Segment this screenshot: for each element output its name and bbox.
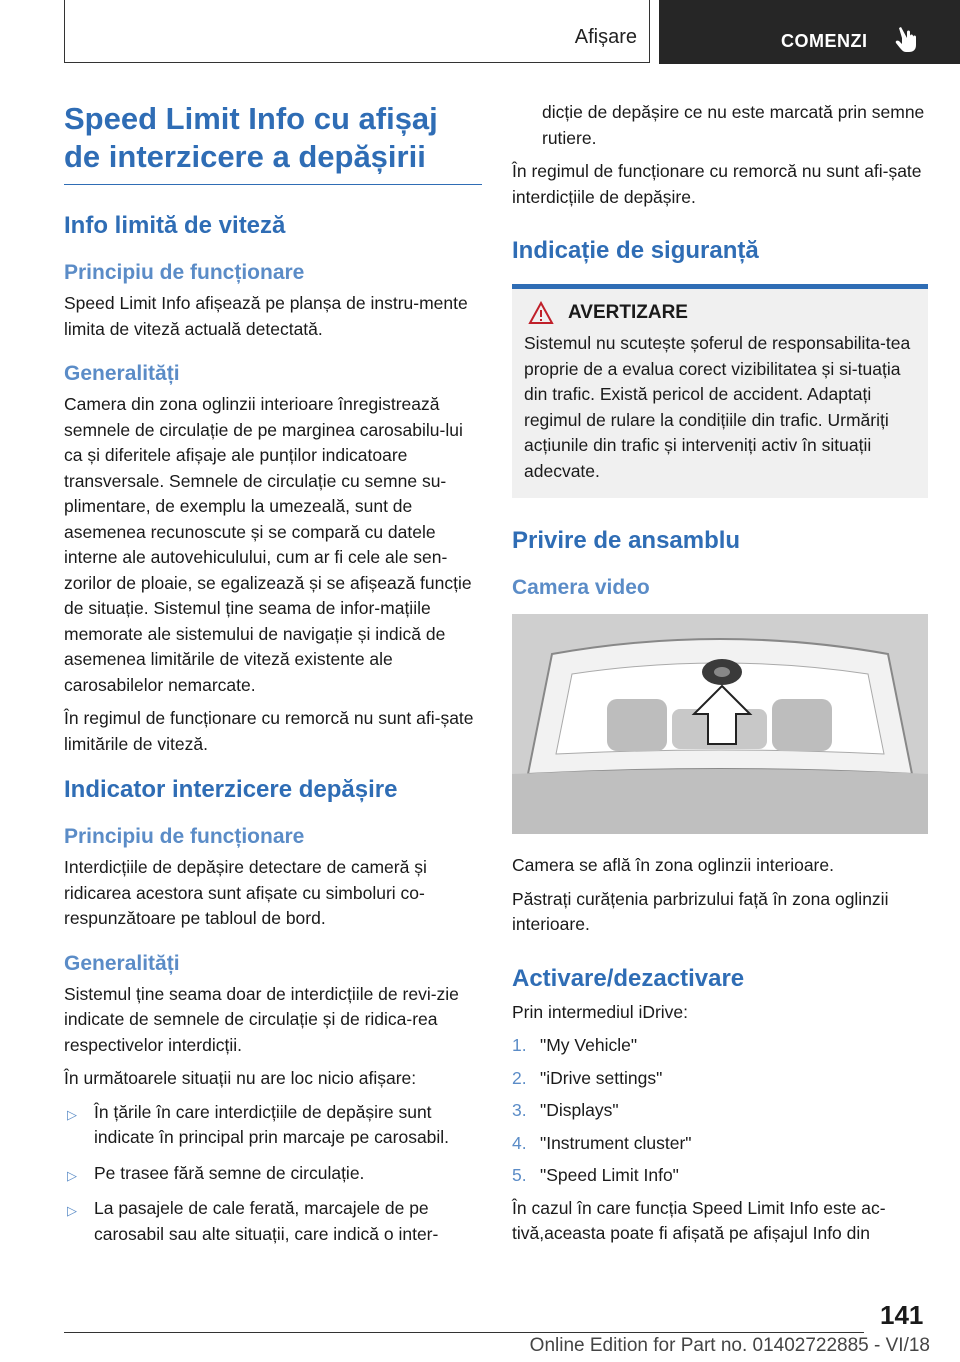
general-paragraph-1: Camera din zona oglinzii interioare înregistrează semnele de circulație de pe marginea carosabilu-lui ca și diferitele afișaje ale punților indicatoare transversale. Semnele de circulație cu semne su-plimentare, de exemplu la umezeală, sunt de asemenea recunoscute și se compară cu datele interne ale autovehiculului, cum ar fi cele ale sen-zorilor de ploaie, se egalizează și se afișează funcție de situație. Sistemul ține seama de infor-mațiile memorate ale sistemului de navigație și indică de asemenea limitările de viteză existente ale carosabilelor nemarcate. (64, 394, 472, 695)
heading-speed-limit-info: Info limită de viteză (64, 212, 286, 239)
heading-principle: Principiu de funcționare (64, 261, 305, 284)
heading-camera: Camera video (512, 576, 650, 599)
warning-text: Sistemul nu scutește șoferul de responsabilita-tea proprie de a evalua corect vizibilitatea și si-tuația din trafic. Există pericol de accident. Adaptați regimul de rulare la condițiile din trafic. Urmăriți acțiunile din trafic și interveniți activ în situații adecvate. (524, 333, 911, 481)
list-item: 2. "iDrive settings" (512, 1067, 663, 1088)
principle-text: Speed Limit Info afișează pe planșa de instru-mente limita de viteză actuală detectată. (64, 293, 468, 339)
hand-pointer-icon (892, 24, 922, 54)
section-label: Afișare (574, 26, 637, 48)
footer-divider (64, 1332, 864, 1333)
triangle-right-icon: ▷ (67, 1203, 77, 1218)
warning-triangle-icon (528, 301, 554, 325)
left-column (64, 100, 482, 1257)
list-item: ▷ Pe trasee fără semne de circulație. (64, 1161, 482, 1187)
via-idrive: Prin intermediul iDrive: (512, 1001, 689, 1022)
heading-safety: Indicație de siguranță (512, 237, 759, 264)
heading-general-2: Generalități (64, 951, 180, 975)
list-item: 5. "Speed Limit Info" (512, 1165, 679, 1185)
general-2-paragraph-1: Sistemul ține seama doar de interdicțiile de revi-zie indicate de semnele de circulație și de ridica-rea respectivelor interdicții. (64, 983, 459, 1055)
steps-list (512, 1033, 928, 1189)
heading-overview: Privire de ansamblu (512, 527, 741, 554)
footer-edition: Online Edition for Part no. 01402722885 - VI/18 (529, 1335, 930, 1356)
list-item: 1. "My Vehicle" (512, 1035, 638, 1055)
heading-activate: Activare/dezactivare (512, 964, 745, 992)
trailer-mode-text: În regimul de funcționare cu remorcă nu sunt afi-șate interdicțiile de depășire. (512, 161, 922, 207)
chapter-label: COMENZI (781, 31, 868, 51)
general-paragraph-2: În regimul de funcționare cu remorcă nu sunt afi-șate limitările de viteză. (64, 708, 474, 754)
after-steps-text: În cazul în care funcția Speed Limit Info este ac-tivă,aceasta poate fi afișată pe afișajul Info din (512, 1197, 886, 1243)
principle-2-text: Interdicțiile de depășire detectare de cameră și ridicarea acestora sunt afișate cu simboluri co-respunzătoare pe tabloul de bord. (64, 857, 427, 928)
title-divider (64, 184, 482, 185)
header-chapter-tab[interactable] (659, 0, 960, 64)
continued-bullet-text: dicție de depășire ce nu este marcată prin semne rutiere. (542, 102, 925, 148)
triangle-right-icon: ▷ (67, 1106, 77, 1122)
camera-caption-2: Păstrați curățenia parbrizului față în zona oglinzii interioare. (512, 888, 889, 934)
list-item: ▷ La pasajele de cale ferată, marcajele de pe carosabil sau alte situații, care indică o inter- (67, 1198, 439, 1244)
header-section-box (64, 0, 650, 63)
page-title: Speed Limit Info cu afișaj de interzicere a depășirii (64, 101, 438, 174)
heading-overtake-indicator: Indicator interzicere depășire (64, 776, 398, 803)
list-item: ▷ În țările în care interdicțiile de depășire sunt indicate în principal prin marcaje pe carosabil. (67, 1101, 450, 1147)
heading-general: Generalități (64, 362, 180, 385)
camera-caption-1: Camera se află în zona oglinzii interioare. (512, 855, 834, 875)
page-number: 141 (880, 1300, 924, 1330)
triangle-right-icon: ▷ (67, 1167, 77, 1183)
camera-photo (512, 614, 928, 834)
general-2-paragraph-2: În următoarele situații nu are loc nicio afișare: (64, 1068, 417, 1088)
warning-box (512, 284, 928, 498)
no-display-list (64, 1100, 482, 1248)
right-column (512, 100, 928, 1255)
heading-principle-2: Principiu de funcționare (64, 825, 305, 848)
list-item: 3. "Displays" (512, 1100, 619, 1120)
list-item: 4. "Instrument cluster" (512, 1132, 692, 1153)
warning-title: AVERTIZARE (568, 302, 688, 323)
